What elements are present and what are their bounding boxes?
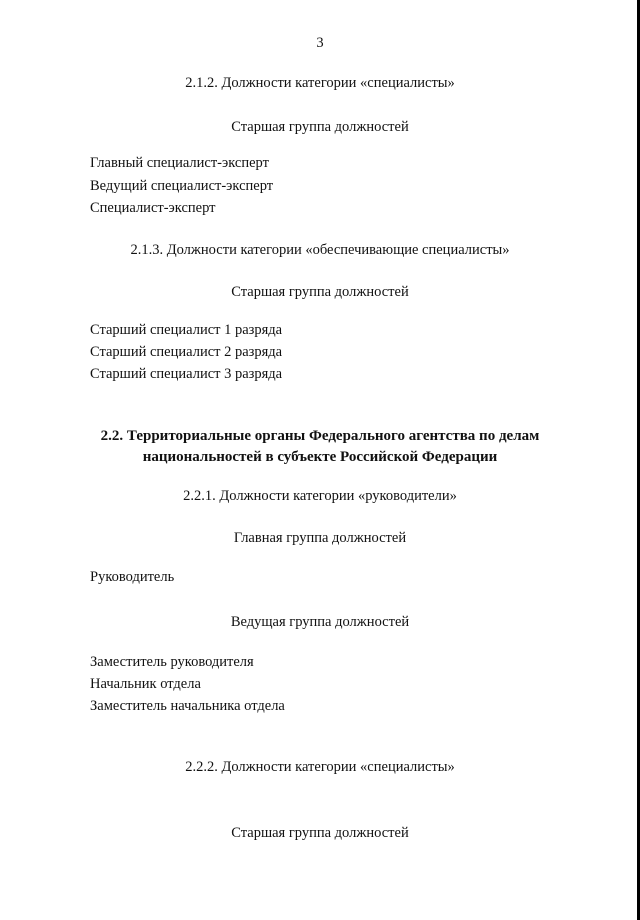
section-heading-2-2-1: 2.2.1. Должности категории «руководители» xyxy=(183,488,457,504)
position-item: Старший специалист 1 разряда xyxy=(90,322,283,338)
group-heading-senior: Старшая группа должностей xyxy=(231,284,409,300)
section-title-2-2-line1: 2.2. Территориальные органы Федерального агентства по делам xyxy=(100,428,540,444)
section-heading-2-1-3: 2.1.3. Должности категории «обеспечивающие специалисты» xyxy=(130,242,510,258)
position-item: Ведущий специалист-эксперт xyxy=(90,178,274,194)
group-heading-lead: Ведущая группа должностей xyxy=(230,614,410,630)
position-item: Руководитель xyxy=(90,569,175,585)
group-heading-main: Главная группа должностей xyxy=(233,530,407,546)
section-heading-2-1-2: 2.1.2. Должности категории «специалисты» xyxy=(185,75,455,91)
section-title-2-2-line2: национальностей в субъекте Российской Федерации xyxy=(142,449,498,465)
group-heading-senior: Старшая группа должностей xyxy=(231,825,409,841)
position-item: Главный специалист-эксперт xyxy=(90,155,269,171)
position-item: Старший специалист 2 разряда xyxy=(90,344,283,360)
page-number: 3 xyxy=(316,35,324,51)
position-item: Старший специалист 3 разряда xyxy=(90,366,283,382)
position-item: Специалист-эксперт xyxy=(90,200,216,216)
position-item: Начальник отдела xyxy=(90,676,201,692)
position-item: Заместитель начальника отдела xyxy=(90,698,285,714)
group-heading-senior: Старшая группа должностей xyxy=(231,119,409,135)
position-item: Заместитель руководителя xyxy=(90,654,254,670)
section-heading-2-2-2: 2.2.2. Должности категории «специалисты» xyxy=(185,759,455,775)
